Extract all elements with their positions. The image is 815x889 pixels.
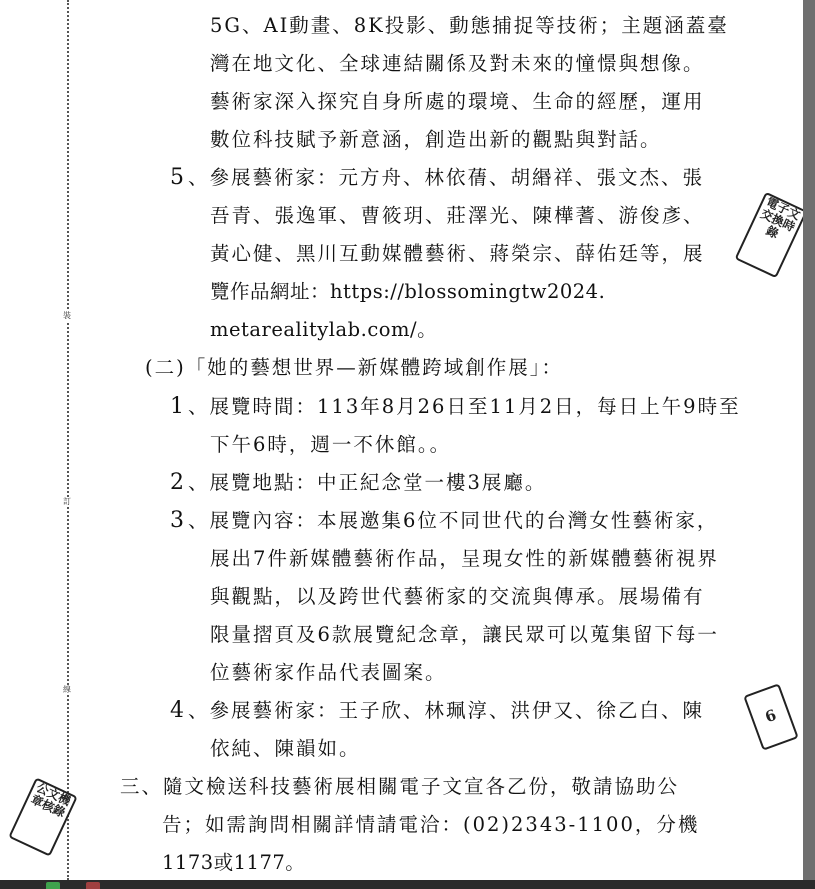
text-line: 位藝術家作品代表圖案。 [210, 661, 447, 684]
text-line: 5G、AI動畫、8K投影、動態捕捉等技術；主題涵蓋臺 [210, 14, 729, 37]
text-line: 、展覽內容：本展邀集6位不同世代的台灣女性藝術家， [188, 509, 719, 532]
seal-stamp-icon: 電子文交換時錄 [735, 192, 803, 279]
seal-stamp-icon: 公文機章核錄 [8, 777, 78, 856]
text-line: 依純、陳韻如。 [210, 737, 361, 760]
text-line: 數位科技賦予新意涵，創造出新的觀點與對話。 [210, 128, 662, 151]
text-line: 告；如需詢問相關詳情請電洽：(02)2343-1100，分機 [162, 813, 700, 836]
text-line: 展出7件新媒體藝術作品，呈現女性的新媒體藝術視界 [210, 547, 719, 570]
text-line: 、展覽時間：113年8月26日至11月2日，每日上午9時至 [188, 395, 741, 418]
item-number-5: 5 [170, 165, 184, 190]
seal-stamp-icon: 6 [743, 683, 799, 750]
taskbar-app-icon[interactable] [46, 882, 60, 889]
item-number-4: 4 [170, 698, 184, 723]
section-heading: 三、隨文檢送科技藝術展相關電子文宣各乙份，敬請協助公 [120, 775, 680, 798]
binding-mark-middle: 訂 [60, 497, 74, 507]
text-line: 黃心健、黑川互動媒體藝術、蔣榮宗、薛佑廷等，展 [210, 242, 705, 265]
text-line: 覽作品網址：https://blossomingtw2024. [210, 280, 606, 303]
text-line: 、參展藝術家：元方舟、林依蒨、胡緡祥、張文杰、張 [188, 166, 705, 189]
text-line: metarealitylab.com/。 [210, 318, 438, 341]
text-line: 吾青、張逸軍、曹筱玥、莊澤光、陳樺蓍、游俊彥、 [210, 204, 705, 227]
item-number-3: 3 [170, 508, 184, 533]
taskbar-app-icon[interactable] [86, 882, 100, 889]
binding-mark-top: 裝 [60, 311, 74, 321]
item-number-2: 2 [170, 470, 184, 495]
text-line: 灣在地文化、全球連結關係及對未來的憧憬與想像。 [210, 52, 705, 75]
taskbar [0, 880, 815, 889]
viewer-scrollbar-area[interactable] [803, 0, 815, 880]
section-heading: (二)「她的藝想世界—新媒體跨域創作展」： [145, 356, 563, 379]
text-line: 、展覽地點：中正紀念堂一樓3展廳。 [188, 471, 547, 494]
binding-line [67, 0, 69, 880]
text-line: 與觀點，以及跨世代藝術家的交流與傳承。展場備有 [210, 585, 705, 608]
item-number-1: 1 [170, 394, 184, 419]
text-line: 限量摺頁及6款展覽紀念章，讓民眾可以蒐集留下每一 [210, 623, 719, 646]
text-line: 下午6時，週一不休館。。 [210, 433, 452, 456]
binding-mark-bottom: 線 [60, 685, 74, 695]
text-line: 、參展藝術家：王子欣、林珮淳、洪伊又、徐乙白、陳 [188, 699, 705, 722]
text-line: 1173或1177。 [162, 851, 306, 874]
text-line: 藝術家深入探究自身所處的環境、生命的經歷，運用 [210, 90, 705, 113]
